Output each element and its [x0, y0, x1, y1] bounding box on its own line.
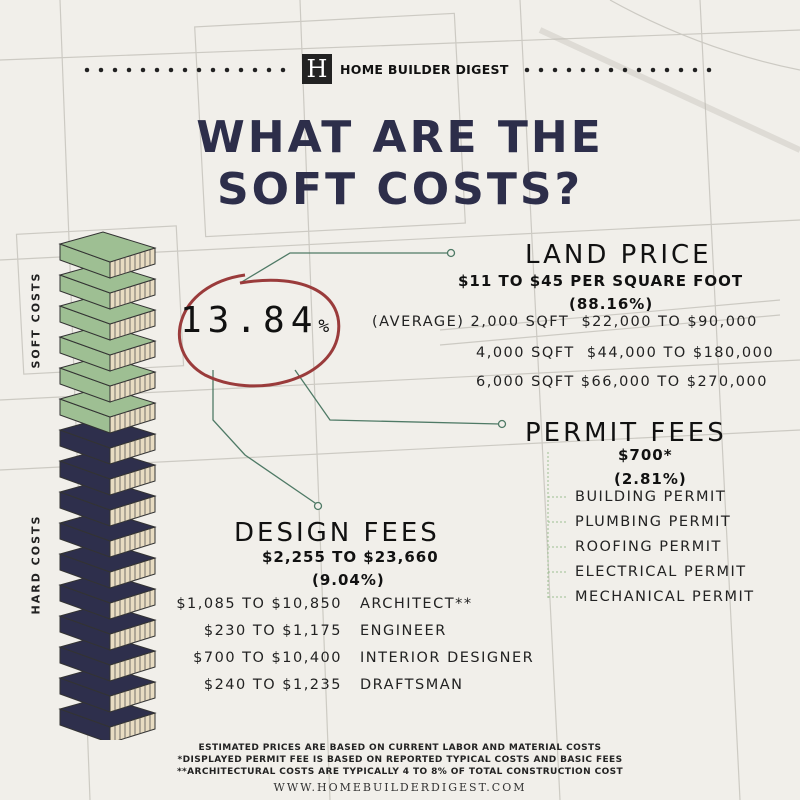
- footer-url: WWW.HOMEBUILDERDIGEST.COM: [273, 781, 527, 794]
- permit-item: PLUMBING PERMIT: [575, 514, 732, 530]
- permit-item: BUILDING PERMIT: [575, 489, 727, 505]
- soft-costs-label: SOFT COSTS: [29, 271, 43, 369]
- soft-cost-percent: [180, 300, 329, 341]
- footer-notes: [0, 742, 800, 778]
- footer-note: **ARCHITECTURAL COSTS ARE TYPICALLY 4 TO 8% OF TOTAL CONSTRUCTION COST: [176, 767, 624, 777]
- land-row: [476, 345, 774, 361]
- design-role: ARCHITECT**: [360, 596, 473, 612]
- title-line-2: SOFT COSTS?: [216, 164, 584, 215]
- footer-note: *DISPLAYED PERMIT FEE IS BASED ON REPORTED TYPICAL COSTS AND BASIC FEES: [177, 755, 623, 765]
- land-row: [372, 314, 758, 330]
- footer-note: ESTIMATED PRICES ARE BASED ON CURRENT LABOR AND MATERIAL COSTS: [198, 743, 602, 753]
- permit-item: ROOFING PERMIT: [575, 539, 722, 555]
- land-row-size: 4,000 SQFT: [476, 345, 575, 361]
- brand-name: HOME BUILDER DIGEST: [340, 61, 509, 77]
- design-price: $700 TO $10,400: [193, 650, 342, 666]
- land-row-price: $44,000 TO $180,000: [586, 345, 775, 361]
- design-price: $1,085 TO $10,850: [176, 596, 342, 612]
- design-role: DRAFTSMAN: [360, 677, 464, 693]
- land-share: (88.16%): [569, 295, 654, 313]
- land-row-price: $66,000 TO $270,000: [580, 374, 768, 390]
- design-price: $230 TO $1,175: [203, 623, 342, 639]
- hard-costs-label: HARD COSTS: [29, 514, 43, 615]
- design-share: (9.04%): [312, 571, 385, 589]
- permit-connector: [295, 370, 500, 424]
- percent-symbol: %: [318, 316, 330, 337]
- land-row-size: 6,000 SQFT: [476, 374, 575, 390]
- land-connector: [240, 253, 450, 283]
- percent-value: 13.84: [180, 300, 319, 341]
- land-row-price: $22,000 TO $90,000: [581, 314, 758, 330]
- land-row: [476, 374, 768, 390]
- design-role: ENGINEER: [360, 623, 447, 639]
- brand-logo: H: [302, 54, 332, 84]
- design-price: $240 TO $1,235: [203, 677, 342, 693]
- permit-title: PERMIT FEES: [525, 418, 727, 448]
- land-title: LAND PRICE: [525, 240, 712, 270]
- permit-amount: $700*: [618, 446, 673, 464]
- permit-share: (2.81%): [614, 470, 687, 488]
- design-title: DESIGN FEES: [234, 518, 440, 548]
- title-line-1: WHAT ARE THE: [196, 112, 604, 163]
- design-range: $2,255 TO $23,660: [262, 548, 439, 566]
- design-connector: [213, 370, 318, 505]
- permit-item: ELECTRICAL PERMIT: [575, 564, 747, 580]
- land-range: $11 TO $45 PER SQUARE FOOT: [458, 272, 744, 290]
- design-role: INTERIOR DESIGNER: [360, 650, 535, 666]
- land-row-size: (AVERAGE) 2,000 SQFT: [372, 314, 570, 330]
- permit-item: MECHANICAL PERMIT: [575, 589, 755, 605]
